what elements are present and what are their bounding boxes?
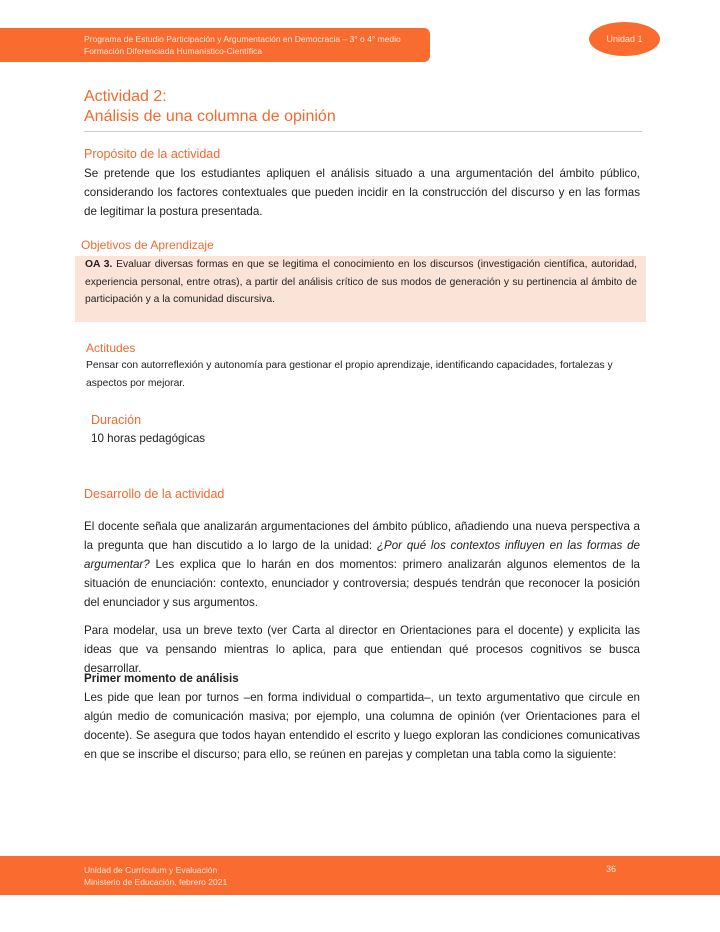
duration-heading: Duración — [91, 413, 142, 427]
title-divider — [84, 131, 642, 132]
guiding-question: ¿Por qué los contextos influyen en las formas de argumentar? — [84, 539, 640, 571]
footer-banner — [0, 856, 720, 895]
unit-badge: Unidad 1 — [589, 22, 660, 56]
header-banner — [0, 28, 430, 62]
activity-number: Actividad 2: — [84, 88, 167, 105]
objective-oa3 — [85, 256, 637, 309]
purpose-heading: Propósito de la actividad — [84, 147, 221, 161]
development-paragraph-1 — [84, 517, 640, 612]
attitudes-heading: Actitudes — [86, 341, 136, 355]
page-number: 36 — [606, 864, 617, 874]
objectives-box — [75, 256, 646, 322]
objectives-heading: Objetivos de Aprendizaje — [81, 238, 214, 252]
footer-ministry-date: Ministerio de Educación, febrero 2021 — [84, 877, 228, 887]
development-paragraph-2: Para modelar, usa un breve texto (ver Carta al director en Orientaciones para el docente) y explicita las ideas que va pensando mientras lo aplica, para que entiendan qué procesos cognitivos se busca desarrollar. — [84, 624, 640, 675]
paragraph-text: El docente señala que analizarán argumentaciones del ámbito público, añadiendo una nueva perspectiva a la pregunta que han discutido a lo largo de la unidad: — [84, 520, 640, 552]
purpose-text: Se pretende que los estudiantes apliquen el análisis situado a una argumentación del ámbito público, considerando los factores contextuales que pueden incidir en la construcción del discurso y en las formas de legitimar la postura presentada. — [84, 167, 640, 218]
attitudes-text: Pensar con autorreflexión y autonomía para gestionar el propio aprendizaje, identificando capacidades, fortalezas y aspectos por mejorar. — [86, 360, 613, 389]
activity-title: Análisis de una columna de opinión — [84, 108, 336, 125]
first-moment-subheading: Primer momento de análisis — [84, 672, 239, 685]
objective-text: Evaluar diversas formas en que se legitima el conocimiento en los discursos (investigación científica, autoridad, experiencia personal, entre otras), a partir del análisis crítico de sus modos de generación y su pertinencia al ámbito de participación y a la comunidad discursiva. — [85, 259, 637, 305]
paragraph-text: Les explica que lo harán en dos momentos: primero analizarán algunos elementos de la situación de enunciación: contexto, enunciador y controversia; después tendrán que reconocer la posición del enunciador y sus argumentos. — [84, 558, 640, 609]
development-paragraph-3: Les pide que lean por turnos –en forma individual o compartida–, un texto argumentativo que circule en algún medio de comunicación masiva; por ejemplo, una columna de opinión (ver Orientaciones para el docente). Se asegura que todos hayan entendido el escrito y luego exploran las condiciones comunicativas en que se inscribe el discurso; para ello, se reúnen en parejas y completan una tabla como la siguiente: — [84, 691, 640, 761]
footer-unit: Unidad de Currículum y Evaluación — [84, 865, 218, 875]
header-track: Formación Diferenciada Humanístico-Científica — [84, 46, 263, 56]
objective-code: OA 3. — [85, 259, 113, 270]
footer-institution — [84, 864, 227, 888]
development-heading: Desarrollo de la actividad — [84, 487, 225, 501]
duration-text: 10 horas pedagógicas — [91, 432, 206, 445]
header-program: Programa de Estudio Participación y Argumentación en Democracia – 3° o 4° medio — [84, 34, 401, 44]
